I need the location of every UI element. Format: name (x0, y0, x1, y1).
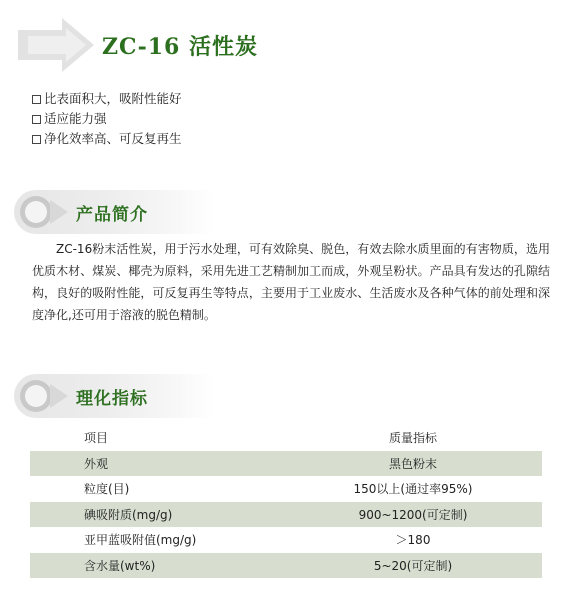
feature-item (32, 109, 182, 129)
column-header: 质量指标 (388, 431, 437, 446)
table-row (30, 553, 542, 579)
spec-section-header (0, 374, 572, 418)
table-cell: 黑色粉末 (284, 451, 542, 477)
table-cell: 含水量(wt%) (30, 553, 284, 579)
checkbox-icon (32, 95, 41, 104)
feature-list (32, 89, 182, 149)
table-cell: 粒度(目) (84, 482, 130, 497)
product-title: ZC-16 活性炭 (102, 34, 258, 60)
checkbox-icon (32, 115, 41, 124)
checkbox-icon (32, 135, 41, 144)
section-title: 理化指标 (76, 389, 148, 409)
section-bullet-icon (14, 374, 74, 418)
table-cell: ＞180 (395, 533, 431, 548)
feature-text: 净化效率高、可反复再生 (44, 131, 182, 146)
table-cell: 900~1200(可定制) (284, 502, 542, 528)
table-cell: 5~20(可定制) (284, 553, 542, 579)
table-cell: 碘吸附质(mg/g) (30, 502, 284, 528)
product-title-bar (0, 16, 572, 74)
feature-item (32, 89, 182, 109)
feature-text: 适应能力强 (44, 111, 107, 126)
spec-table (30, 425, 542, 578)
table-cell: 亚甲蓝吸附值(mg/g) (84, 533, 197, 548)
table-row (30, 451, 542, 477)
table-row (30, 502, 542, 528)
section-title: 产品简介 (76, 205, 148, 225)
intro-section-header (0, 190, 572, 234)
column-header: 项目 (84, 431, 109, 446)
table-cell: 外观 (30, 451, 284, 477)
table-header-row (30, 425, 542, 451)
table-row (30, 527, 542, 553)
feature-text: 比表面积大，吸附性能好 (44, 91, 182, 106)
section-bullet-icon (14, 190, 74, 234)
table-row (30, 476, 542, 502)
double-chevron-icon (18, 16, 98, 74)
feature-item (32, 129, 182, 149)
product-description: ZC-16粉末活性炭，用于污水处理，可有效除臭、脱色，有效去除水质里面的有害物质，选用优质木材、煤炭、椰壳为原料，采用先进工艺精制加工而成，外观呈粉状。产品具有发达的孔隙结构，良好的吸附性能，可反复再生等特点，主要用于工业废水、生活废水及各种气体的前处理和深度净化,还可用于溶液的脱色精制。 (32, 242, 550, 322)
table-cell: 150以上(通过率95%) (353, 482, 473, 497)
